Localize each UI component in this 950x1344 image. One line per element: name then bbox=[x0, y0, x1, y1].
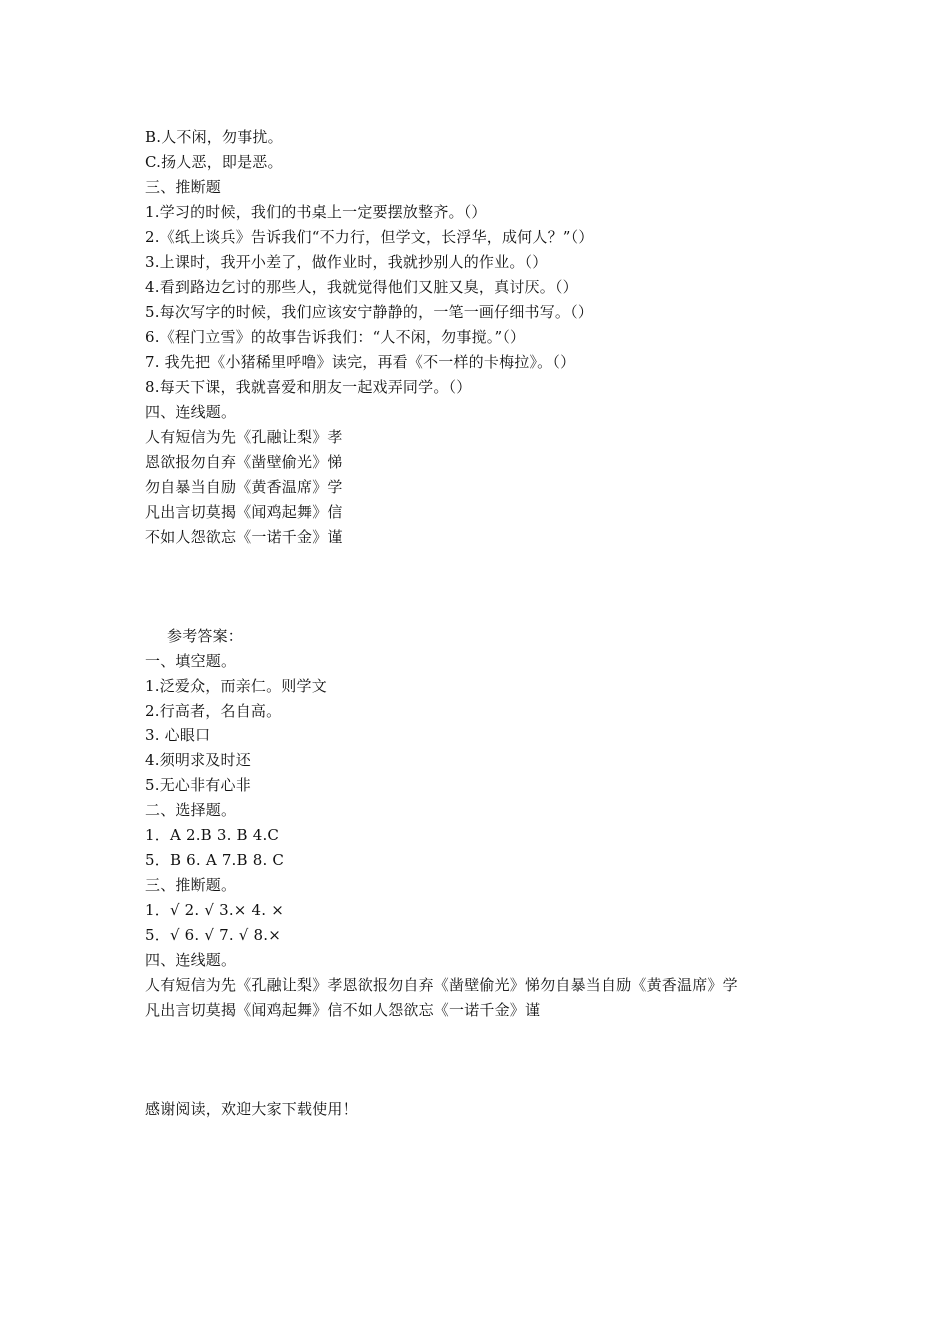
answers-judgment-heading: 三、推断题。 bbox=[145, 876, 237, 894]
judgment-item-3: 3.上课时，我开小差了，做作业时，我就抄别人的作业。（） bbox=[145, 253, 548, 271]
answer-fill-3: 3. 心眼口 bbox=[145, 726, 211, 744]
answer-fill-2: 2.行高者，名自高。 bbox=[145, 702, 282, 720]
answer-choice-row-1: 1．A 2.B 3. B 4.C bbox=[145, 826, 280, 844]
judgment-item-7: 7. 我先把《小猪稀里呼噜》读完，再看《不一样的卡梅拉》。（） bbox=[145, 353, 576, 371]
section-matching-heading: 四、连线题。 bbox=[145, 403, 237, 421]
answer-fill-1: 1.泛爱众，而亲仁。则学文 bbox=[145, 677, 327, 695]
matching-row-4: 凡出言切莫揭《闻鸡起舞》信 bbox=[145, 503, 343, 521]
answers-choice-heading: 二、选择题。 bbox=[145, 801, 237, 819]
matching-row-2: 恩欲报勿自弃《凿壁偷光》悌 bbox=[145, 453, 343, 471]
judgment-item-4: 4.看到路边乞讨的那些人，我就觉得他们又脏又臭，真讨厌。（） bbox=[145, 278, 578, 296]
option-c: C.扬人恶，即是恶。 bbox=[145, 153, 283, 171]
answer-judgment-row-1: 1．√ 2. √ 3.× 4. × bbox=[145, 901, 284, 919]
answers-title: 参考答案： bbox=[167, 627, 244, 645]
judgment-item-6: 6.《程门立雪》的故事告诉我们：“人不闲，勿事搅。”（） bbox=[145, 328, 526, 346]
answers-fill-heading: 一、填空题。 bbox=[145, 652, 237, 670]
judgment-item-8: 8.每天下课，我就喜爱和朋友一起戏弄同学。（） bbox=[145, 378, 472, 396]
matching-row-3: 勿自暴当自励《黄香温席》学 bbox=[145, 478, 343, 496]
answer-fill-4: 4.须明求及时还 bbox=[145, 751, 251, 769]
matching-row-5: 不如人怨欲忘《一诺千金》谨 bbox=[145, 528, 343, 546]
answer-matching-row-2: 凡出言切莫揭《闻鸡起舞》信不如人怨欲忘《一诺千金》谨 bbox=[145, 1001, 541, 1019]
answer-fill-5: 5.无心非有心非 bbox=[145, 776, 251, 794]
judgment-item-5: 5.每次写字的时候，我们应该安宁静静的，一笔一画仔细书写。（） bbox=[145, 303, 594, 321]
answers-matching-heading: 四、连线题。 bbox=[145, 951, 237, 969]
matching-row-1: 人有短信为先《孔融让梨》孝 bbox=[145, 428, 343, 446]
judgment-item-1: 1.学习的时候，我们的书桌上一定要摆放整齐。（） bbox=[145, 203, 487, 221]
answer-matching-row-1: 人有短信为先《孔融让梨》孝恩欲报勿自弃《凿壁偷光》悌勿自暴当自励《黄香温席》学 bbox=[145, 976, 738, 994]
option-b: B.人不闲，勿事扰。 bbox=[145, 128, 283, 146]
answer-choice-row-2: 5．B 6. A 7.B 8. C bbox=[145, 851, 285, 869]
judgment-item-2: 2.《纸上谈兵》告诉我们“不力行，但学文，长浮华，成何人？”（） bbox=[145, 228, 594, 246]
closing-text: 感谢阅读，欢迎大家下载使用！ bbox=[145, 1100, 358, 1118]
answer-judgment-row-2: 5．√ 6. √ 7. √ 8.× bbox=[145, 926, 281, 944]
section-judgment-heading: 三、推断题 bbox=[145, 178, 222, 196]
